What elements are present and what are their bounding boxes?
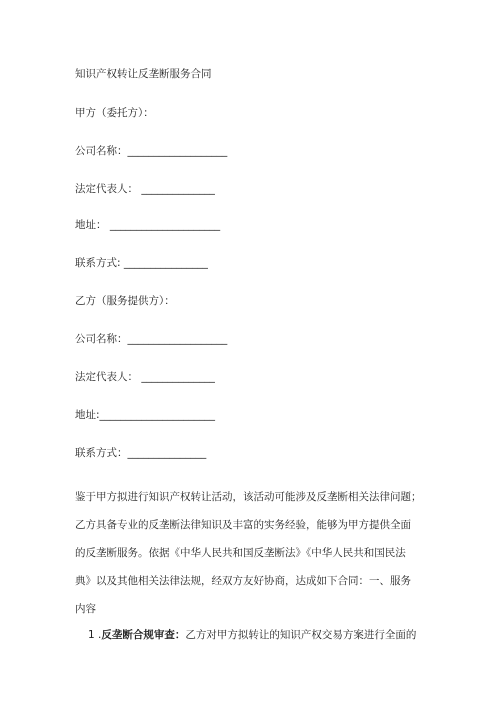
item-number: 1 . (88, 629, 102, 641)
contract-title: 知识产权转让反垄断服务合同 (75, 68, 212, 80)
party-a-address-field: 地址： _____________________ (75, 219, 221, 231)
preamble-line: 典》以及其他相关法律法规，经双方友好协商，达成如下合同：一、服务 (75, 575, 411, 587)
preamble-paragraph (75, 490, 435, 630)
preamble-line: 鉴于甲方拟进行知识产权转让活动，该活动可能涉及反垄断相关法律问题； (75, 491, 422, 503)
party-a-heading: 甲方（委托方）： (75, 107, 154, 119)
party-a-contact-field: 联系方式: ________________ (75, 257, 208, 269)
party-b-heading: 乙方（服务提供方）： (75, 295, 175, 307)
item-heading: 反垄断合规审查： (101, 629, 186, 641)
preamble-line: 乙方具备专业的反垄断法律知识及丰富的实务经验，能够为甲方提供全面 (75, 519, 411, 531)
item-text: 乙方对甲方拟转让的知识产权交易方案进行全面的 (185, 629, 417, 641)
service-item-1 (88, 628, 416, 642)
party-a-rep-field: 法定代表人： ______________ (75, 183, 215, 195)
party-b-company-field: 公司名称：___________________ (75, 333, 228, 345)
party-b-address-field: 地址:______________________ (75, 409, 216, 421)
party-a-company-field: 公司名称：___________________ (75, 145, 228, 157)
party-b-contact-field: 联系方式：_______________ (75, 447, 207, 459)
party-b-rep-field: 法定代表人： ______________ (75, 371, 215, 383)
preamble-line: 内容 (75, 603, 96, 615)
preamble-line: 的反垄断服务。依据《中华人民共和国反垄断法》《中华人民共和国民法 (75, 547, 406, 559)
